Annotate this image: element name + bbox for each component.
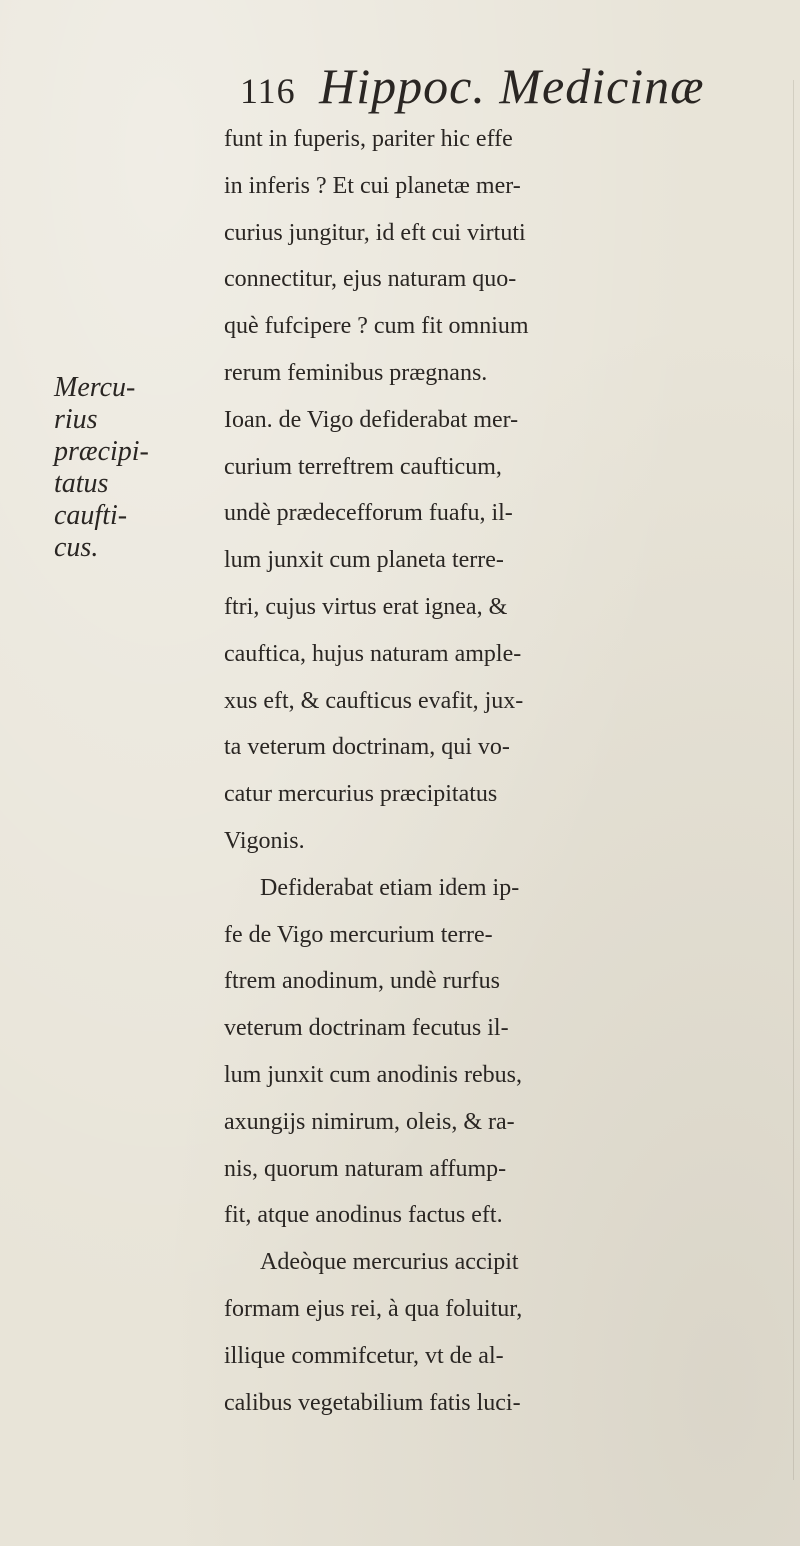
- text-line: lum junxit cum anodinis rebus,: [224, 1061, 522, 1088]
- text-line: in inferis ? Et cui planetæ mer-: [224, 172, 521, 199]
- text-line: ftrem anodinum, undè rurfus: [224, 968, 500, 995]
- text-line: curius jungitur, id eft cui virtuti: [224, 219, 526, 246]
- text-line: cauftica, hujus naturam ample-: [224, 640, 522, 667]
- text-line: catur mercurius præcipitatus: [224, 781, 498, 808]
- paragraph-start-line: Ioan. de Vigo defiderabat mer-: [224, 406, 519, 433]
- text-line: xus eft, & caufticus evafit, jux-: [224, 687, 524, 714]
- page-number: 116: [240, 71, 296, 111]
- text-line: connectitur, ejus naturam quo-: [224, 266, 517, 293]
- text-line: lum junxit cum planeta terre-: [224, 547, 504, 574]
- text-line: què fufcipere ? cum fit omnium: [224, 313, 529, 340]
- text-line: fit, atque anodinus factus eft.: [224, 1202, 503, 1229]
- text-line: axungijs nimirum, oleis, & ra-: [224, 1108, 515, 1135]
- text-line: veterum doctrinam fecutus il-: [224, 1015, 509, 1042]
- text-line: ftri, cujus virtus erat ignea, &: [224, 593, 508, 620]
- text-line: illique commifcetur, vt de al-: [224, 1342, 504, 1369]
- marginal-note-line: rius: [54, 404, 98, 435]
- text-line: calibus vegetabilium fatis luci-: [224, 1389, 521, 1416]
- text-line: fe de Vigo mercurium terre-: [224, 921, 493, 948]
- marginal-note-line: præcipi-: [54, 436, 149, 467]
- text-line: ta veterum doctrinam, qui vo-: [224, 734, 510, 761]
- paragraph-start-line: Defiderabat etiam idem ip-: [260, 874, 520, 901]
- marginal-note-line: cus.: [54, 532, 99, 563]
- text-line: nis, quorum naturam affump-: [224, 1155, 507, 1182]
- marginal-note-line: Mercu-: [54, 372, 136, 403]
- text-line: formam ejus rei, à qua foluitur,: [224, 1295, 523, 1322]
- body-text: [224, 116, 794, 1426]
- text-line: curium terreftrem caufticum,: [224, 453, 502, 480]
- marginal-note-line: caufti-: [54, 500, 128, 531]
- running-title: Hippoc. Medicinæ: [319, 58, 705, 114]
- paragraph-start-line: Adeòque mercurius accipit: [260, 1249, 519, 1276]
- marginal-note: [54, 372, 149, 564]
- text-line: Vigonis.: [224, 827, 305, 854]
- marginal-note-line: tatus: [54, 468, 109, 499]
- running-header: [240, 58, 705, 119]
- text-line: undè prædecefforum fuafu, il-: [224, 500, 513, 527]
- text-line: funt in fuperis, pariter hic effe: [224, 126, 513, 152]
- text-line: rerum feminibus prægnans.: [224, 359, 488, 386]
